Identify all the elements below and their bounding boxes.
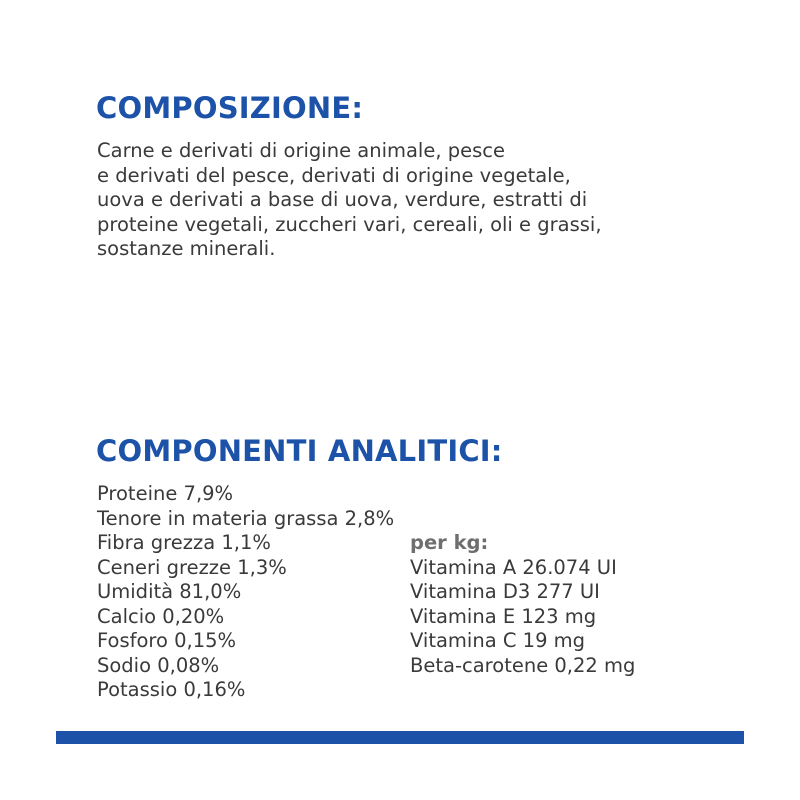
composition-text: [97, 139, 737, 262]
analytic-components-heading: COMPONENTI ANALITICI:: [96, 434, 503, 468]
vitamin-item: Vitamina C 19 mg: [410, 629, 586, 652]
composition-heading: COMPOSIZIONE:: [96, 91, 364, 125]
composition-line: proteine vegetali, zuccheri vari, cereali, oli e grassi,: [97, 212, 602, 236]
component-item: Potassio 0,16%: [97, 678, 246, 701]
composition-line: uova e derivati a base di uova, verdure, estratti di: [97, 188, 588, 211]
bottom-accent-bar: [56, 731, 744, 744]
component-item: Fosforo 0,15%: [97, 629, 237, 652]
component-item: Umidità 81,0%: [97, 580, 242, 603]
component-item: Ceneri grezze 1,3%: [97, 555, 287, 579]
component-item: Calcio 0,20%: [97, 604, 225, 628]
component-item: Tenore in materia grassa 2,8%: [97, 506, 395, 530]
composition-line: Carne e derivati di origine animale, pesce: [97, 139, 505, 162]
vitamin-item: Beta-carotene 0,22 mg: [410, 653, 636, 677]
component-item: Fibra grezza 1,1%: [97, 531, 271, 554]
composition-line: sostanze minerali.: [97, 237, 276, 260]
vitamin-item: Vitamina E 123 mg: [410, 604, 597, 628]
component-item: Sodio 0,08%: [97, 653, 220, 677]
vitamin-item: Vitamina D3 277 UI: [410, 580, 600, 603]
composition-line: e derivati del pesce, derivati di origine vegetale,: [97, 163, 571, 187]
vitamin-item: Vitamina A 26.074 UI: [410, 555, 617, 579]
per-kg-label: per kg:: [410, 531, 489, 554]
vitamins-list: [410, 531, 636, 679]
component-item: Proteine 7,9%: [97, 482, 234, 505]
analytic-components-list: [97, 482, 394, 703]
